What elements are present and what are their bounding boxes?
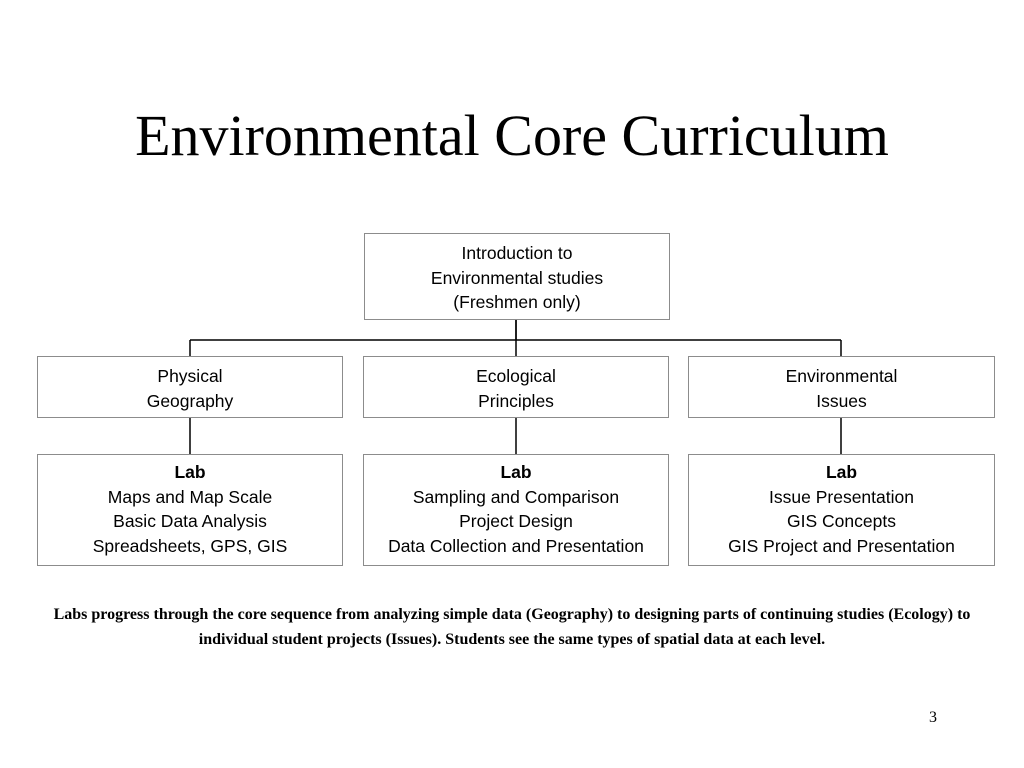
page-number: 3	[929, 709, 937, 726]
issues-lab-item-2: GIS Concepts	[787, 511, 896, 531]
geography-lab-item-3: Spreadsheets, GPS, GIS	[92, 535, 288, 556]
slide-title: Environmental Core Curriculum	[135, 103, 889, 168]
geography-lab-heading: Lab	[174, 462, 206, 482]
ecology-lab-item-2: Project Design	[459, 511, 573, 531]
ecological-principles-box	[363, 356, 669, 418]
ecological-principles-line-1: Ecological	[476, 366, 556, 386]
physical-geography-box	[37, 356, 343, 418]
issues-lab-box	[688, 454, 995, 566]
issues-lab-item-3: GIS Project and Presentation	[728, 535, 955, 556]
geography-lab-item-2: Basic Data Analysis	[113, 511, 267, 531]
issues-lab-heading: Lab	[825, 462, 858, 482]
geography-lab-item-1: Maps and Map Scale	[107, 486, 273, 507]
environmental-issues-line-2: Issues	[816, 390, 867, 411]
geography-lab-box	[37, 454, 343, 566]
issues-lab-item-1: Issue Presentation	[769, 486, 914, 507]
environmental-issues-box	[688, 356, 995, 418]
intro-course-line-2: Environmental studies	[430, 267, 604, 288]
intro-course-box	[364, 233, 670, 320]
ecology-lab-heading: Lab	[500, 462, 532, 482]
physical-geography-line-1: Physical	[157, 366, 223, 386]
ecology-lab-item-1: Sampling and Comparison	[412, 486, 620, 507]
intro-course-line-1: Introduction to	[461, 243, 573, 263]
physical-geography-line-2: Geography	[146, 390, 234, 411]
environmental-issues-line-1: Environmental	[785, 366, 898, 386]
ecology-lab-item-3: Data Collection and Presentation	[388, 535, 644, 556]
ecological-principles-line-2: Principles	[478, 390, 554, 411]
intro-course-line-3: (Freshmen only)	[453, 292, 581, 312]
ecology-lab-box	[363, 454, 669, 566]
slide-caption: Labs progress through the core sequence from analyzing simple data (Geography) to designing parts of continuing studies (Ecology) to individual student projects (Issues). Students see the same types of spatial data at each level.	[53, 606, 971, 648]
